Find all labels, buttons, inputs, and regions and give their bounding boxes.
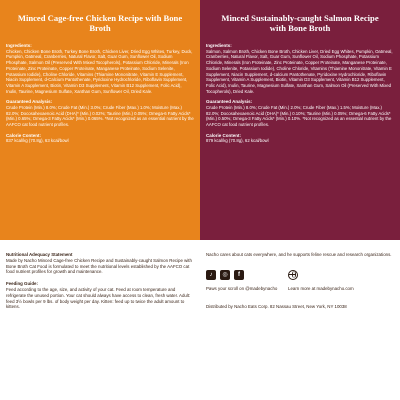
chicken-calorie-heading: Calorie Content: (6, 132, 42, 138)
chicken-analysis-heading: Guaranteed Analysis: (6, 99, 53, 105)
salmon-ingredients-heading: Ingredients: (206, 43, 232, 49)
social-block (206, 270, 394, 292)
feeding-text: Feed according to the age, size, and activity of your cat. Feed at room temperature and refrigerate the unused portion. Your cat should always have access to clean, fresh water. Adult: feed 3½ bowls per 9 lbs. of body weight per day. Kitten: feed up to twice the adult amount to kittens. (6, 286, 191, 310)
chicken-recipe-title: Minced Cage-free Chicken Recipe with Bone Broth (17, 13, 183, 33)
brand-info-column (200, 240, 400, 400)
chicken-recipe-panel (0, 0, 200, 240)
salmon-analysis-text: Crude Protein (Min.) 8.0%; Crude Fat (Min.) 2.0%; Crude Fiber (Max.) 1.5%; Moisture (Max.) 82.0%; Docosahexaenoic Acid (DHA)* (Min.) 0.10%; Taurine (Min.) 0.05%; Omega-6 Fatty Acids* (Min.) 0.50%; Omega-3 Fatty Acids* (Min.) 0.10%. *Not recognized as an essential nutrient by the AAFCO cat food nutrient profiles. (206, 105, 392, 128)
adequacy-heading: Nutritional Adequacy Statement (6, 252, 73, 257)
salmon-analysis-heading: Guaranteed Analysis: (206, 99, 253, 105)
info-section (0, 240, 400, 400)
salmon-calorie-text: 879 kcal/kg (70.8g), 62 kcal/bowl (206, 138, 269, 144)
feeding-info-column (0, 240, 200, 400)
salmon-ingredients-text: Salmon, Salmon Broth, Chicken Bone Broth, Chicken Liver, Dried Egg Whites, Pumpkin, Oatmeal, Cranberries, Natural Flavor, Salt, Guar Gum, Sunflower Oil, Sodium Phosphate, Potassium Chloride, Minerals (Iron Proteinate, Zinc Proteinate, Copper Proteinate, Manganese Proteinate, Sodium Selenite, Potassium Iodide), Choline Chloride, Vitamins (Thiamine Mononitrate, Vitamin E Supplement, Niacin Supplement, d-calcium Pantothenate, Pyridoxine Hydrochloride, Riboflavin Supplement, Vitamin A Supplement, Biotin, Vitamin D3 Supplement, Vitamin B12 Supplement, Folic Acid), Inulin, Taurine, Magnesium Sulfate, Xanthan Gum, Salmon Oil (Preserved With Mixed Tocopherols), Dried Kale. (206, 48, 393, 94)
chicken-ingredients-text: Chicken, Chicken Bone Broth, Turkey Bone Broth, Chicken Liver, Dried Egg Whites, Turkey, Duck, Pumpkin, Oatmeal, Cranberries, Natural Flavor, Salt, Guar Gum, Sunflower Oil, Sodium Phosphate, Salmon Oil (Preserved With Mixed Tocopherols), Potassium Chloride, Minerals (Iron Proteinate, Zinc Proteinate, Copper Proteinate, Manganese Proteinate, Sodium Selenite, Potassium Iodide), Choline Chloride, Vitamins (Thiamine Mononitrate, Vitamin E Supplement, Niacin Supplement, d-Calcium Pantothenate, Pyridoxine Hydrochloride, Riboflavin Supplement, Vitamin A Supplement, Biotin, Vitamin D3 Supplement, Vitamin B12 Supplement, Folic Acid), Inulin, Taurine, Magnesium Sulfate, Xanthan Gum, Sunflower Oil, Dried Kale. (6, 48, 193, 94)
website-text: Learn more at madebynacho.com (288, 285, 354, 291)
feeding-heading: Feeding Guide: (6, 281, 38, 287)
social-icons (206, 270, 288, 280)
salmon-calorie-heading: Calorie Content: (206, 132, 242, 138)
social-handle-text: Paws your scroll on @madebynacho (206, 285, 278, 291)
globe-icon (288, 270, 298, 280)
rescue-tagline: Nacho cares about cats everywhere, and he supports feline rescue and research organizations. (206, 252, 392, 257)
tiktok-icon[interactable]: ♪ (206, 270, 216, 280)
website-block (288, 270, 354, 292)
chicken-ingredients-heading: Ingredients: (6, 43, 32, 49)
distributor-text: Distributed by Nacho Eats Corp. 82 Nassau Street, New York, NY 10038 (206, 303, 347, 309)
salmon-recipe-panel (200, 0, 400, 240)
facebook-icon[interactable]: f (234, 270, 244, 280)
instagram-icon[interactable]: ◎ (220, 270, 230, 280)
chicken-calorie-text: 837 kcal/kg (70.8g), 63 kcal/bowl (6, 138, 69, 144)
salmon-recipe-title: Minced Sustainably-caught Salmon Recipe with Bone Broth (221, 13, 379, 33)
adequacy-text: Made by Nacho Minced Cage-free Chicken Recipe and Sustainably-caught Salmon Recipe with Bone Broth Cat Food is formulated to meet the nutritional levels established by the AAFCO cat food nutrient profiles for growth and maintenance. (6, 257, 192, 275)
social-links (206, 270, 288, 292)
chicken-analysis-text: Crude Protein (Min.) 8.0%; Crude Fat (Min.) 3.0%; Crude Fiber (Max.) 1.0%; Moisture (Max.) 82.0%; Docosahexaenoic Acid (DHA)* (Min.) 0.02%; Taurine (Min.) 0.05%; Omega-6 Fatty Acids* (Min.) 0.65%; Omega-3 Fatty Acids* (Min.) 0.065%. *Not recognized as an essential nutrient by the AAFCO cat food nutrient profiles. (6, 105, 194, 128)
